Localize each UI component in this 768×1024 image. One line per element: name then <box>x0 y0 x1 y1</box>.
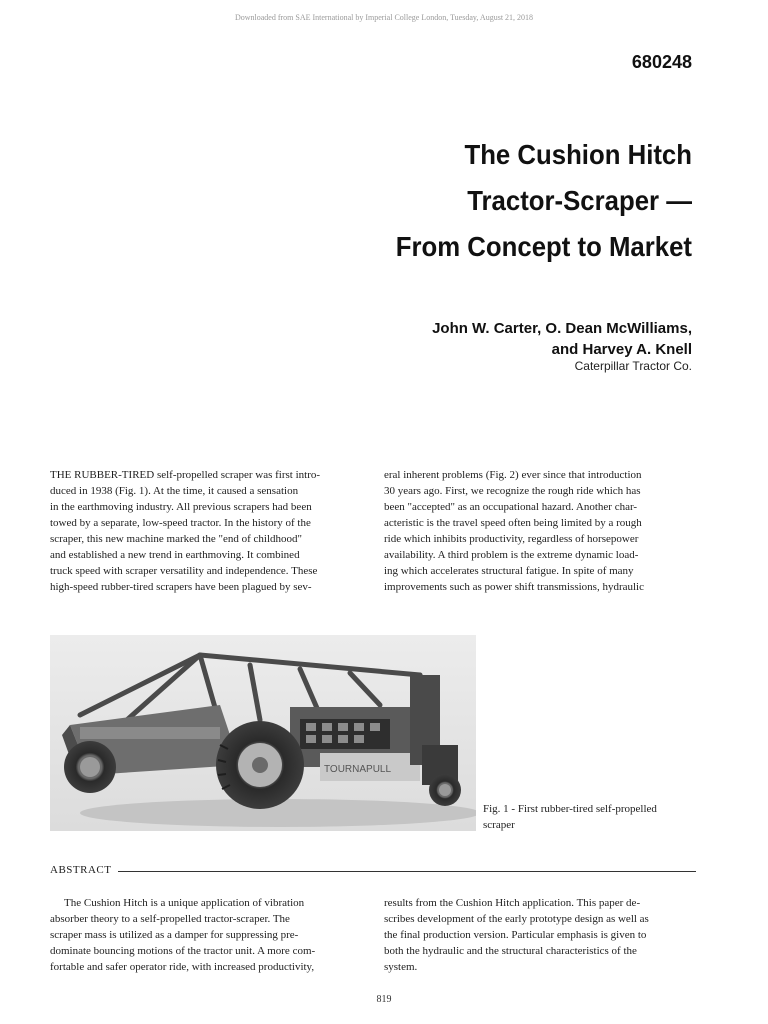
text-line: system. <box>384 961 418 973</box>
intro-left-column <box>50 467 372 595</box>
text-line: high-speed rubber-tired scrapers have been plagued by sev- <box>50 581 312 593</box>
text-line: results from the Cushion Hitch application. This paper de- <box>384 897 641 909</box>
text-line: the final production version. Particular emphasis is given to <box>384 929 647 941</box>
author-line: and Harvey A. Knell <box>551 341 692 358</box>
affiliation: Caterpillar Tractor Co. <box>574 359 692 373</box>
abstract-rule <box>118 871 696 872</box>
paper-title <box>177 132 692 270</box>
title-line: Tractor-Scraper — <box>467 185 692 216</box>
abstract-right-column <box>384 895 706 975</box>
intro-right-column <box>384 467 706 595</box>
machine-label: TOURNAPULL <box>324 764 392 775</box>
paper-number: 680248 <box>631 52 692 72</box>
abstract-left-column <box>50 895 372 975</box>
text-line: dominate bouncing motions of the tractor unit. A more com- <box>50 945 316 957</box>
caption-line: scraper <box>483 819 515 831</box>
text-line: ing which accelerates structural fatigue. In spite of many <box>384 565 634 577</box>
title-line: The Cushion Hitch <box>464 139 692 170</box>
text-line: both the hydraulic and the structural characteristics of the <box>384 945 637 957</box>
text-line: 30 years ago. First, we recognize the rough ride which has <box>384 485 641 497</box>
text-line: absorber theory to a self-propelled tractor-scraper. The <box>50 913 290 925</box>
text-line: THE RUBBER-TIRED self-propelled scraper was first intro- <box>50 469 321 481</box>
text-line: fortable and safer operator ride, with increased productivity, <box>50 961 315 973</box>
text-line: been "accepted" as an occupational hazard. Another char- <box>384 501 638 513</box>
abstract-heading: ABSTRACT <box>50 864 112 876</box>
title-line: From Concept to Market <box>395 231 692 262</box>
text-line: acteristic is the travel speed often being limited by a rough <box>384 517 642 529</box>
text-line: in the earthmoving industry. All previous scrapers had been <box>50 501 312 513</box>
page-number: 819 <box>376 994 392 1005</box>
text-line: truck speed with scraper versatility and independence. These <box>50 565 318 577</box>
figure-1-caption <box>483 801 703 833</box>
text-line: duced in 1938 (Fig. 1). At the time, it caused a sensation <box>50 485 299 497</box>
text-line: improvements such as power shift transmissions, hydraulic <box>384 581 644 593</box>
author-line: John W. Carter, O. Dean McWilliams, <box>432 320 692 337</box>
text-line: The Cushion Hitch is a unique application of vibration <box>64 897 305 909</box>
download-notice: Downloaded from SAE International by Imperial College London, Tuesday, August 21, 2018 <box>234 13 534 22</box>
text-line: scraper, this new machine marked the "end of childhood" <box>50 533 302 545</box>
author-list <box>272 318 692 360</box>
caption-line: Fig. 1 - First rubber-tired self-propelled <box>483 803 657 815</box>
text-line: eral inherent problems (Fig. 2) ever since that introduction <box>384 469 642 481</box>
text-line: towed by a separate, low-speed tractor. In the history of the <box>50 517 311 529</box>
text-line: ride which inhibits productivity, regardless of horsepower <box>384 533 639 545</box>
text-line: scraper mass is utilized as a damper for suppressing pre- <box>50 929 299 941</box>
text-line: and established a new trend in earthmoving. It combined <box>50 549 300 561</box>
text-line: scribes development of the early prototype design as well as <box>384 913 649 925</box>
figure-1-photo <box>50 635 476 831</box>
text-line: availability. A third problem is the extreme dynamic load- <box>384 549 639 561</box>
